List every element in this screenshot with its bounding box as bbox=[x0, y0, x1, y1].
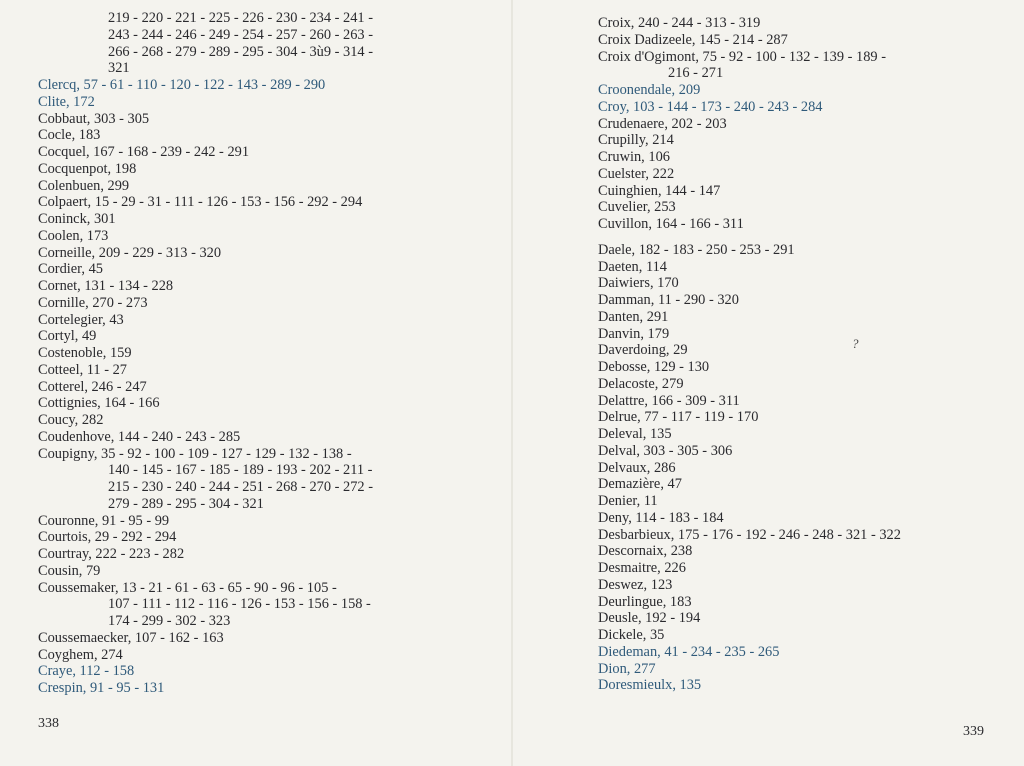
index-entry-continuation: 215 - 230 - 240 - 244 - 251 - 268 - 270 - 272 - bbox=[108, 479, 373, 495]
index-entry: Crespin, 91 - 95 - 131 bbox=[38, 680, 165, 696]
index-entry: Daeten, 114 bbox=[598, 258, 667, 275]
index-entry: Dion, 277 bbox=[598, 660, 656, 677]
index-entry: Daele, 182 - 183 - 250 - 253 - 291 bbox=[598, 241, 795, 258]
index-entry-continuation: 321 bbox=[108, 60, 130, 77]
left-page bbox=[0, 0, 510, 766]
index-entry-continuation: 243 - 244 - 246 - 249 - 254 - 257 - 260 - 263 - bbox=[108, 26, 373, 43]
index-entry: Croix Dadizeele, 145 - 214 - 287 bbox=[598, 31, 788, 48]
index-entry: Doresmieulx, 135 bbox=[598, 677, 702, 694]
index-entry: Coudenhove, 144 - 240 - 243 - 285 bbox=[38, 428, 241, 445]
index-entry: Courtois, 29 - 292 - 294 bbox=[38, 529, 177, 546]
index-entry: Cotteel, 11 - 27 bbox=[38, 361, 127, 378]
index-entry: Cuvillon, 164 - 166 - 311 bbox=[598, 216, 744, 232]
index-entry: Clite, 172 bbox=[38, 93, 95, 110]
index-entry: Danvin, 179 bbox=[598, 325, 670, 342]
left-index-list bbox=[38, 10, 498, 697]
index-entry: Cuvelier, 253 bbox=[598, 199, 676, 216]
index-entry: Cortyl, 49 bbox=[38, 328, 97, 345]
index-entry: Croix d'Ogimont, 75 - 92 - 100 - 132 - 139 - 189 - bbox=[598, 48, 886, 65]
index-entry: Croix, 240 - 244 - 313 - 319 bbox=[598, 15, 761, 31]
index-entry-continuation: 216 - 271 bbox=[668, 65, 724, 82]
index-entry: Corneille, 209 - 229 - 313 - 320 bbox=[38, 244, 222, 261]
index-entry: Couronne, 91 - 95 - 99 bbox=[38, 512, 170, 529]
index-entry-continuation: 174 - 299 - 302 - 323 bbox=[108, 613, 231, 629]
index-entry: Courtray, 222 - 223 - 282 bbox=[38, 546, 185, 562]
index-entry: Desbarbieux, 175 - 176 - 192 - 246 - 248 - 321 - 322 bbox=[598, 526, 901, 543]
index-entry: Deleval, 135 bbox=[598, 426, 672, 442]
index-entry: Delattre, 166 - 309 - 311 bbox=[598, 392, 740, 409]
index-entry: Delvaux, 286 bbox=[598, 459, 676, 476]
index-entry: Crupilly, 214 bbox=[598, 132, 674, 149]
right-page-number: 339 bbox=[963, 724, 984, 739]
index-entry: Deusle, 192 - 194 bbox=[598, 610, 701, 627]
index-entry: Cornet, 131 - 134 - 228 bbox=[38, 278, 174, 294]
index-entry: Dickele, 35 bbox=[598, 627, 665, 643]
index-entry: Coolen, 173 bbox=[38, 227, 109, 244]
index-entry: Coninck, 301 bbox=[38, 211, 116, 227]
index-entry: Cuelster, 222 bbox=[598, 165, 675, 182]
index-entry: Coussemaecker, 107 - 162 - 163 bbox=[38, 629, 224, 646]
left-page-number: 338 bbox=[38, 716, 59, 731]
index-entry-continuation: 140 - 145 - 167 - 185 - 189 - 193 - 202 - 211 - bbox=[108, 462, 373, 479]
book-gutter bbox=[511, 0, 513, 766]
index-entry: Cuinghien, 144 - 147 bbox=[598, 182, 721, 199]
margin-question-mark: ? bbox=[852, 336, 859, 351]
index-entry: Daiwiers, 170 bbox=[598, 275, 679, 292]
right-index-list bbox=[598, 15, 1018, 694]
index-entry: Delval, 303 - 305 - 306 bbox=[598, 442, 733, 459]
index-entry: Deny, 114 - 183 - 184 bbox=[598, 509, 724, 526]
index-entry: Deurlingue, 183 bbox=[598, 593, 692, 610]
index-entry: Cottignies, 164 - 166 bbox=[38, 395, 160, 412]
section-gap bbox=[598, 233, 1018, 242]
index-entry: Cotterel, 246 - 247 bbox=[38, 378, 147, 395]
index-entry: Danten, 291 bbox=[598, 308, 669, 325]
index-entry: Craye, 112 - 158 bbox=[38, 663, 135, 680]
index-entry: Coussemaker, 13 - 21 - 61 - 63 - 65 - 90 - 96 - 105 - bbox=[38, 579, 337, 596]
index-entry: Descornaix, 238 bbox=[598, 543, 693, 560]
index-entry: Cobbaut, 303 - 305 bbox=[38, 110, 150, 127]
index-entry: Costenoble, 159 bbox=[38, 345, 132, 361]
right-page bbox=[514, 0, 1024, 766]
index-entry: Colenbuen, 299 bbox=[38, 177, 130, 194]
index-entry: Coucy, 282 bbox=[38, 412, 104, 428]
index-entry: Delrue, 77 - 117 - 119 - 170 bbox=[598, 409, 759, 426]
index-entry: Delacoste, 279 bbox=[598, 375, 684, 392]
index-entry: Crudenaere, 202 - 203 bbox=[598, 115, 727, 132]
index-entry: Cordier, 45 bbox=[38, 261, 103, 278]
index-entry: Demazière, 47 bbox=[598, 476, 682, 493]
index-entry: Coyghem, 274 bbox=[38, 646, 123, 663]
index-entry: Cocquenpot, 198 bbox=[38, 160, 137, 177]
index-entry-continuation: 219 - 220 - 221 - 225 - 226 - 230 - 234 - 241 - bbox=[108, 10, 373, 26]
index-entry-continuation: 279 - 289 - 295 - 304 - 321 bbox=[108, 495, 264, 512]
index-entry: Croonendale, 209 bbox=[598, 82, 701, 98]
index-entry: Cortelegier, 43 bbox=[38, 311, 124, 328]
index-entry: Clercq, 57 - 61 - 110 - 120 - 122 - 143 - 289 - 290 bbox=[38, 77, 326, 93]
index-entry: Diedeman, 41 - 234 - 235 - 265 bbox=[598, 643, 780, 660]
index-entry: Deswez, 123 bbox=[598, 576, 673, 593]
index-entry: Coupigny, 35 - 92 - 100 - 109 - 127 - 129 - 132 - 138 - bbox=[38, 445, 352, 462]
index-entry: Colpaert, 15 - 29 - 31 - 111 - 126 - 153 - 156 - 292 - 294 bbox=[38, 194, 363, 211]
index-entry: Cocquel, 167 - 168 - 239 - 242 - 291 bbox=[38, 144, 250, 160]
index-entry: Desmaitre, 226 bbox=[598, 560, 686, 576]
index-entry: Cousin, 79 bbox=[38, 562, 101, 579]
index-entry-continuation: 107 - 111 - 112 - 116 - 126 - 153 - 156 - 158 - bbox=[108, 596, 371, 613]
index-entry: Daverdoing, 29 bbox=[598, 342, 688, 359]
index-entry: Cruwin, 106 bbox=[598, 149, 670, 165]
index-entry: Cocle, 183 bbox=[38, 127, 101, 144]
index-entry: Damman, 11 - 290 - 320 bbox=[598, 292, 739, 308]
index-entry: Cornille, 270 - 273 bbox=[38, 294, 148, 311]
index-entry: Denier, 11 bbox=[598, 493, 658, 509]
index-entry: Debosse, 129 - 130 bbox=[598, 359, 710, 375]
index-entry-continuation: 266 - 268 - 279 - 289 - 295 - 304 - 3ù9 - 314 - bbox=[108, 43, 373, 60]
index-entry: Croy, 103 - 144 - 173 - 240 - 243 - 284 bbox=[598, 98, 823, 115]
